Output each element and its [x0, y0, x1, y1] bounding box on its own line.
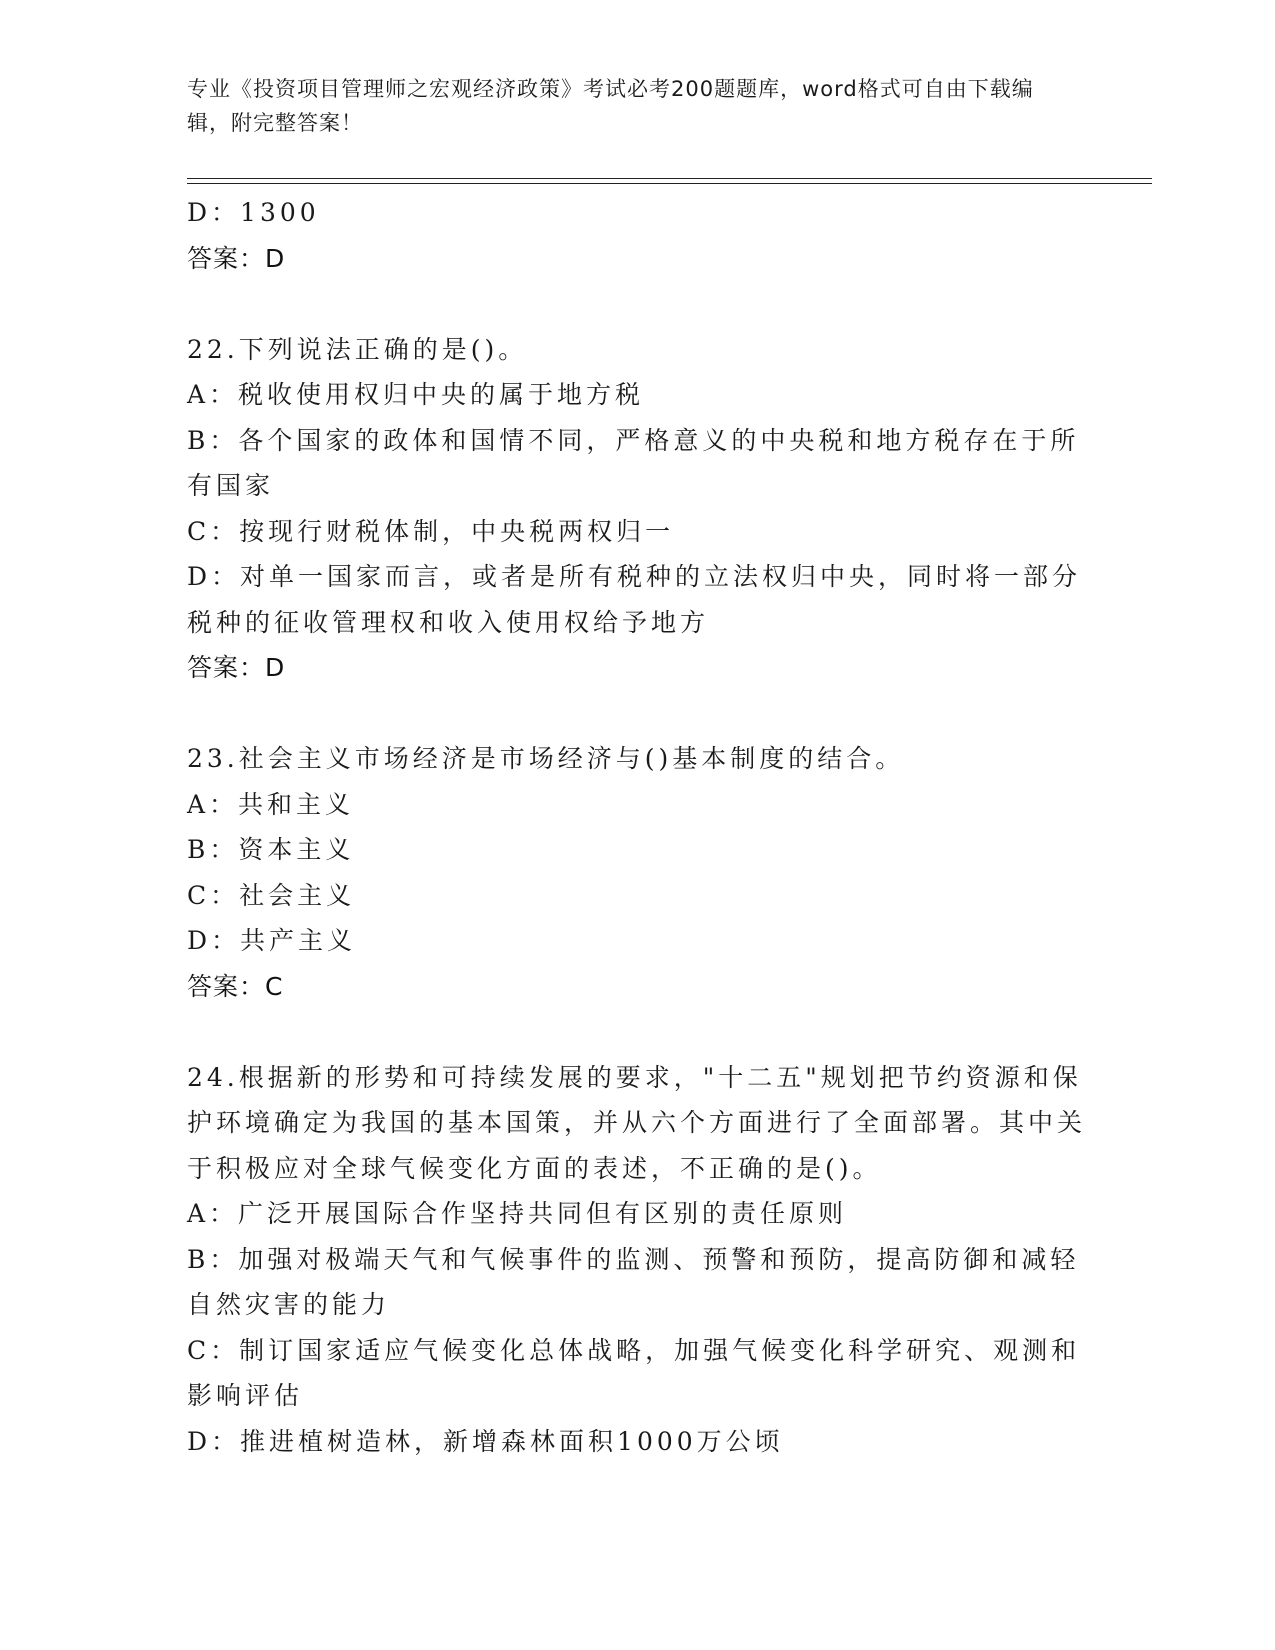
question-stem: 23.社会主义市场经济是市场经济与()基本制度的结合。: [187, 744, 905, 773]
option-a: A：广泛开展国际合作坚持共同但有区别的责任原则: [187, 1199, 848, 1228]
answer-line: 答案：D: [187, 653, 286, 682]
question-22: [187, 327, 1087, 691]
option-a: A：共和主义: [187, 789, 355, 819]
option-b: B：各个国家的政体和国情不同，严格意义的中央税和地方税存在于所有国家: [187, 425, 1080, 500]
option-d: D：推进植树造林，新增森林面积1000万公顷: [187, 1426, 784, 1456]
question-21-tail: [187, 190, 1087, 281]
document-body: [187, 190, 1087, 1464]
question-stem: 24.根据新的形势和可持续发展的要求，"十二五"规划把节约资源和保护环境确定为我国的基本国策，并从六个方面进行了全面部署。其中关于积极应对全球气候变化方面的表述，不正确的是()。: [187, 1062, 1087, 1183]
answer-line: 答案：D: [187, 243, 286, 273]
option-c: C：按现行财税体制，中央税两权归一: [187, 516, 675, 546]
option-d: D：对单一国家而言，或者是所有税种的立法权归中央，同时将一部分税种的征收管理权和收入使用权给予地方: [187, 562, 1082, 637]
question-23: [187, 736, 1087, 1009]
option-a: A：税收使用权归中央的属于地方税: [187, 380, 645, 409]
spacer: [187, 1009, 1087, 1055]
header-divider-top: [187, 178, 1152, 179]
header-divider-bottom: [187, 183, 1152, 184]
option-c: C：制订国家适应气候变化总体战略，加强气候变化科学研究、观测和影响评估: [187, 1335, 1081, 1410]
spacer: [187, 691, 1087, 737]
option-d: D：共产主义: [187, 926, 357, 955]
option-b: B：加强对极端天气和气候事件的监测、预警和预防，提高防御和减轻自然灾害的能力: [187, 1244, 1080, 1319]
question-stem: 22.下列说法正确的是()。: [187, 334, 528, 364]
option-b: B：资本主义: [187, 835, 355, 864]
question-24: [187, 1055, 1087, 1465]
option-d: D：1300: [187, 198, 320, 227]
page-header: 专业《投资项目管理师之宏观经济政策》考试必考200题题库，word格式可自由下载编辑，附完整答案！: [187, 77, 1034, 135]
answer-line: 答案：C: [187, 971, 284, 1001]
spacer: [187, 281, 1087, 327]
option-c: C：社会主义: [187, 880, 356, 910]
